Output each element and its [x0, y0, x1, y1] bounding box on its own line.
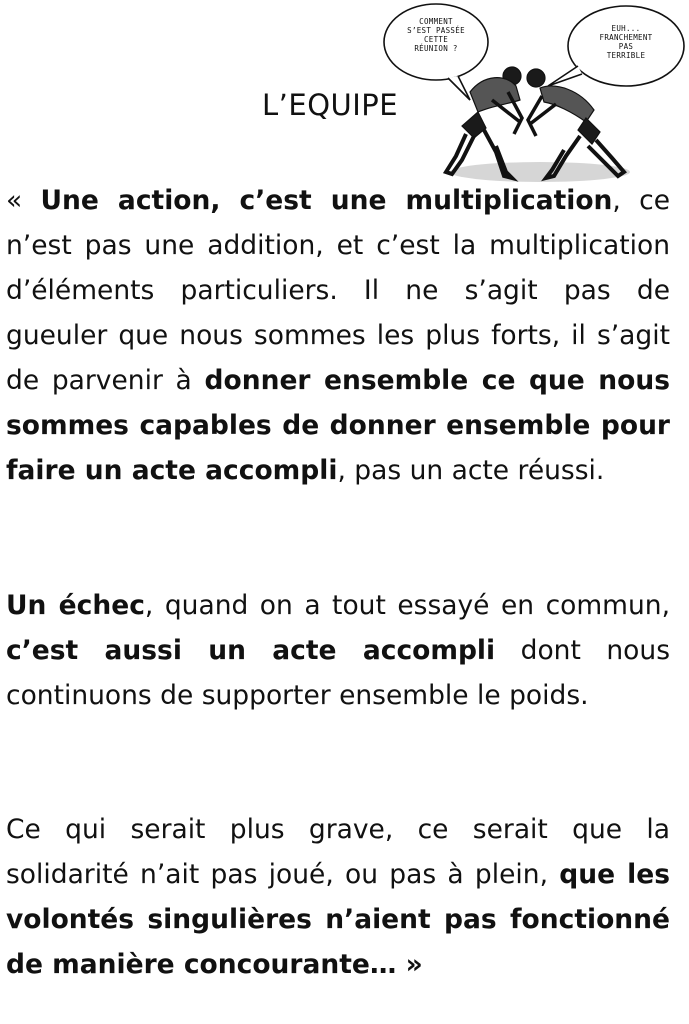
speech-bubble-right-text — [582, 24, 670, 60]
paragraph-segment: « — [6, 185, 41, 216]
bubble-left-line: S’EST PASSÉE — [407, 26, 465, 35]
paragraph-segment: , quand on a tout essayé en commun, — [144, 590, 670, 621]
paragraph-segment-bold: donner ensemble ce que nous sommes capables de donner ensemble pour faire un acte accompli — [6, 365, 670, 486]
paragraph-segment-bold: c’est aussi un acte accompli — [6, 635, 496, 666]
paragraph-segment: , ce n’est pas une addition, et c’est la multiplication d’éléments particuliers. Il ne s’agit pas de gueuler que nous sommes les plus forts, il s’agit de parvenir à — [6, 185, 670, 396]
bubble-left-line: RÉUNION ? — [414, 44, 458, 53]
paragraph-segment: , pas un acte réussi. — [337, 455, 605, 486]
paragraph-segment-bold: Une action, c’est une multiplication — [40, 185, 613, 216]
bubble-right-line: PAS — [618, 42, 634, 51]
bubble-left-line: COMMENT — [419, 17, 453, 26]
paragraph-segment: dont nous continuons de supporter ensemble le poids. — [6, 635, 670, 711]
speech-bubble-right-tail — [548, 66, 582, 86]
paragraph-segment-bold: Un échec — [6, 590, 145, 621]
paragraph-2 — [6, 583, 670, 718]
paragraph-1 — [6, 178, 670, 493]
speech-bubble-left-tail — [448, 76, 470, 100]
bubble-right-line: TERRIBLE — [606, 51, 646, 60]
speech-bubble-left-text — [396, 17, 476, 53]
page-title: L’EQUIPE — [262, 88, 399, 122]
wrestler-right — [527, 69, 624, 178]
bubble-right-line: EUH... — [611, 24, 641, 33]
bubble-right-line: FRANCHEMENT — [599, 33, 653, 42]
bubble-left-line: CETTE — [423, 35, 449, 44]
paragraph-3 — [6, 807, 670, 987]
paragraph-segment-bold: que les volontés singulières n’aient pas fonctionné de manière concourante… » — [6, 859, 670, 980]
paragraph-segment: Ce qui serait plus grave, ce serait que la solidarité n’ait pas joué, ou pas à plein, — [6, 814, 670, 890]
